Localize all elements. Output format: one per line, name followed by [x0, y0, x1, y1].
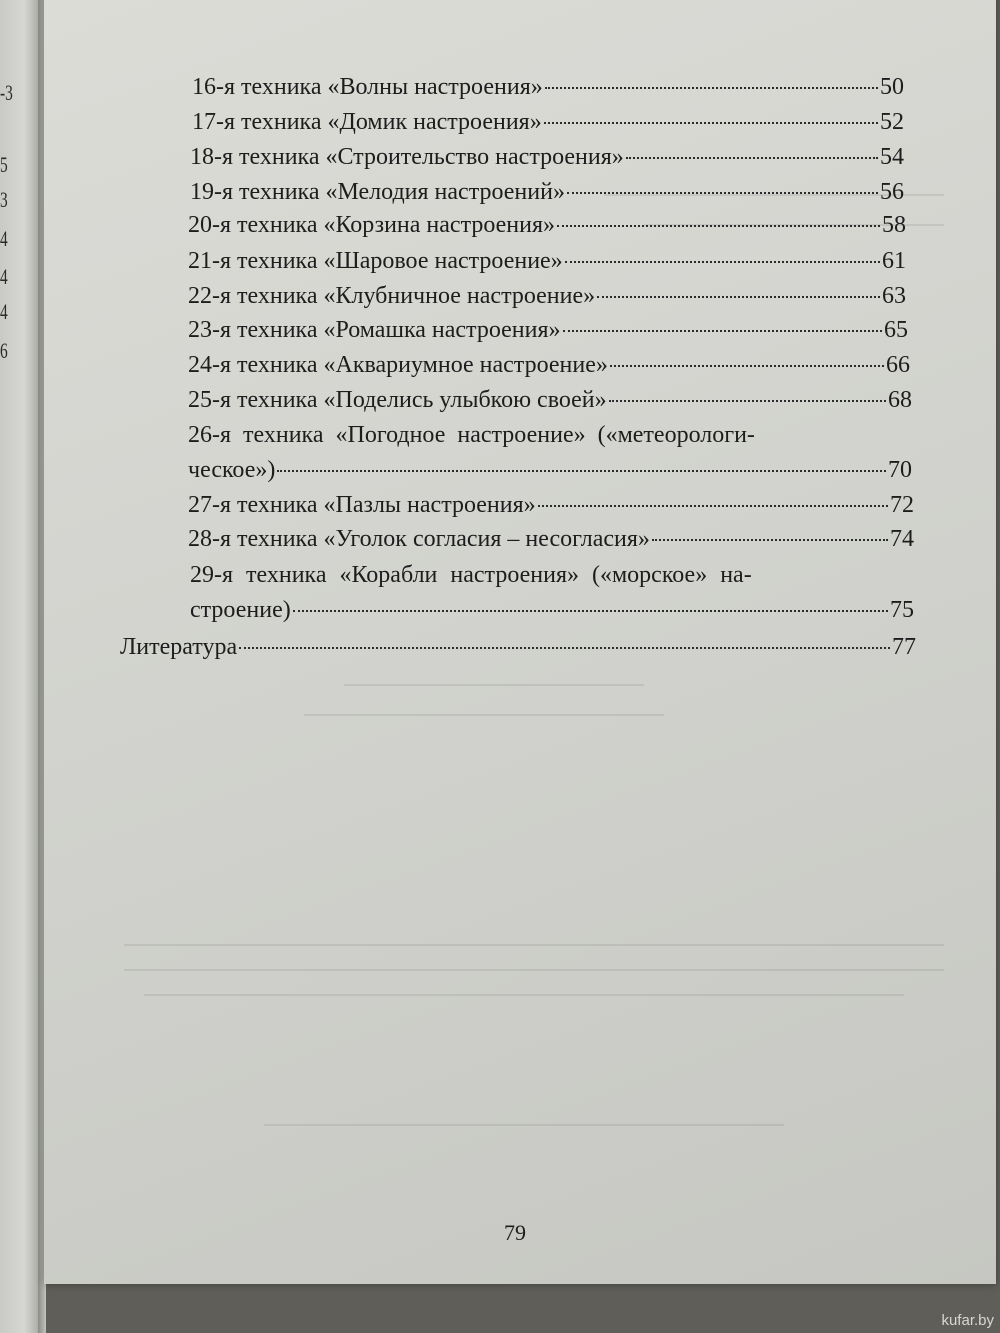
toc-entry-page: 54 — [880, 144, 904, 170]
dot-leader — [563, 330, 883, 332]
toc-entry-page: 66 — [886, 352, 910, 378]
dot-leader — [652, 539, 888, 541]
book-page — [44, 0, 996, 1284]
toc-entry-title: 21-я техника «Шаровое настроение» — [188, 248, 563, 274]
toc-entry-title: 20-я техника «Корзина настроения» — [188, 212, 556, 238]
toc-entry — [190, 179, 904, 206]
toc-entry-page: 65 — [884, 317, 908, 343]
left-fragment: 4 — [0, 264, 8, 289]
toc-entry-title: 16-я техника «Волны настроения» — [192, 74, 543, 100]
left-fragment: 4 — [0, 299, 8, 324]
toc-entry-title-line1: 29-я техника «Корабли настроения» («морское» на- — [190, 562, 752, 588]
toc-entry-title: 27-я техника «Пазлы настроения» — [188, 492, 536, 518]
toc-entry-page: 56 — [880, 179, 904, 205]
toc-entry — [188, 526, 914, 553]
toc-entry-page: 74 — [890, 526, 914, 552]
toc-entry-page: 75 — [890, 597, 914, 623]
toc-entry-page: 77 — [892, 634, 916, 660]
left-fragment: 4 — [0, 226, 8, 251]
left-fragment: 6 — [0, 338, 8, 363]
toc-entry — [192, 74, 904, 101]
toc-entry — [120, 634, 916, 661]
toc-entry-title: строение) — [190, 597, 291, 623]
toc-entry — [188, 492, 914, 519]
watermark: kufar.by — [941, 1312, 994, 1329]
dot-leader — [557, 225, 880, 227]
toc-entry-title: 24-я техника «Аквариумное настроение» — [188, 352, 608, 378]
dot-leader — [239, 647, 890, 649]
toc-entry-title: 17-я техника «Домик настроения» — [192, 109, 542, 135]
toc-entry-page: 61 — [882, 248, 906, 274]
left-fragment: -3 — [0, 80, 13, 105]
dot-leader — [277, 470, 886, 472]
toc-entry-page: 68 — [888, 387, 912, 413]
dot-leader — [567, 192, 878, 194]
toc-entry — [188, 283, 906, 310]
dot-leader — [626, 157, 878, 159]
toc-entry-page: 72 — [890, 492, 914, 518]
toc-entry — [188, 248, 906, 275]
toc-entry-title: 25-я техника «Поделись улыбкою своей» — [188, 387, 607, 413]
toc-entry-title: 23-я техника «Ромашка настроения» — [188, 317, 561, 343]
toc-entry — [188, 317, 908, 344]
dot-leader — [538, 505, 888, 507]
toc-entry — [188, 352, 910, 379]
toc-entry — [188, 387, 912, 414]
left-fragment: 5 — [0, 152, 8, 177]
left-page-edge — [0, 0, 40, 1333]
toc-entry-page: 52 — [880, 109, 904, 135]
toc-entry-page: 50 — [880, 74, 904, 100]
toc-entry-page: 70 — [888, 457, 912, 483]
dot-leader — [597, 296, 880, 298]
toc-entry-page: 63 — [882, 283, 906, 309]
dot-leader — [293, 610, 888, 612]
dot-leader — [565, 261, 880, 263]
toc-entry — [188, 457, 912, 484]
toc-entry-title: 22-я техника «Клубничное настроение» — [188, 283, 596, 309]
table-of-contents — [44, 0, 996, 1284]
toc-entry-page: 58 — [882, 212, 906, 238]
toc-entry-title-line1: 26-я техника «Погодное настроение» («метеорологи- — [188, 422, 755, 448]
toc-entry-title: 28-я техника «Уголок согласия – несогласия» — [188, 526, 650, 552]
toc-entry-title: Литература — [120, 634, 238, 660]
toc-entry — [192, 109, 904, 136]
toc-entry-title: ческое») — [188, 457, 276, 483]
toc-entry — [188, 212, 906, 239]
dot-leader — [544, 122, 878, 124]
toc-entry-title: 18-я техника «Строительство настроения» — [190, 144, 624, 170]
dot-leader — [545, 87, 878, 89]
page-number: 79 — [504, 1220, 526, 1245]
toc-entry-title: 19-я техника «Мелодия настроений» — [190, 179, 565, 205]
toc-entry — [190, 597, 914, 624]
toc-entry — [190, 144, 904, 171]
left-fragment: 3 — [0, 187, 8, 212]
dot-leader — [610, 365, 884, 367]
dot-leader — [609, 400, 886, 402]
